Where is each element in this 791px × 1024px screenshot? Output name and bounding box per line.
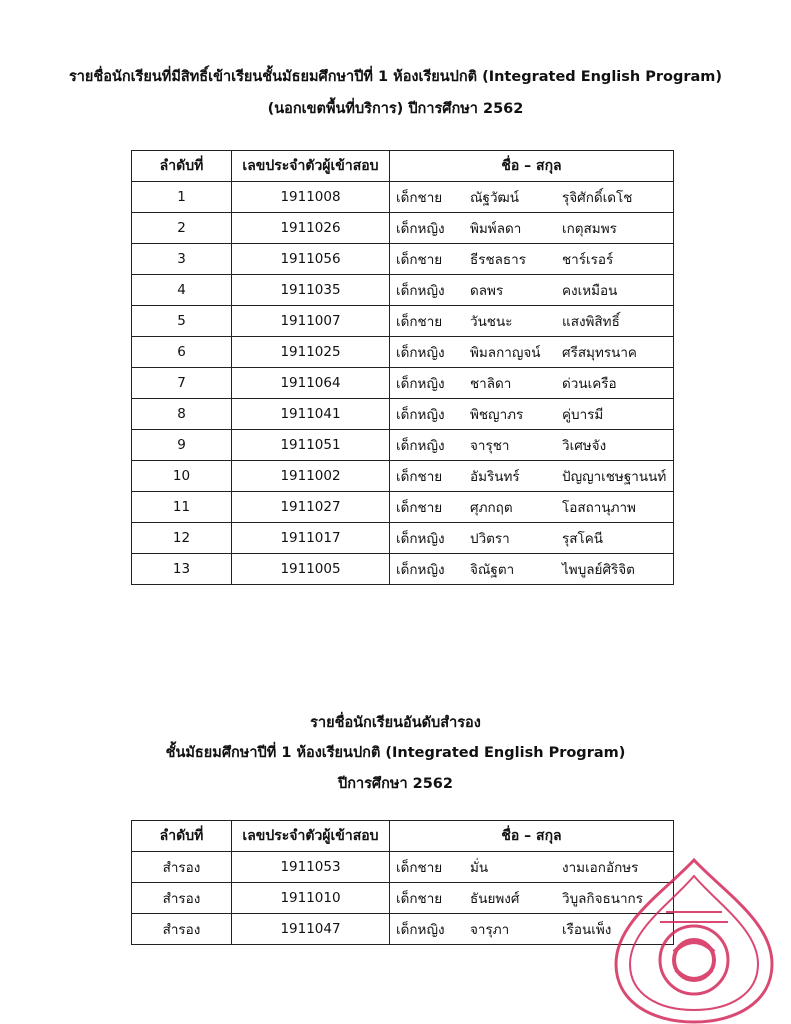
row-first-name: วันชนะ xyxy=(470,314,513,330)
row-full-name xyxy=(390,213,674,244)
row-number: 7 xyxy=(132,368,232,399)
header-id: เลขประจำตัวผู้เข้าสอบ xyxy=(232,151,390,182)
row-last-name: รุสโคนี xyxy=(562,531,604,547)
row-last-name: คู่บารมี xyxy=(562,407,604,423)
row-last-name: วิเศษจัง xyxy=(562,438,607,454)
row-title: เด็กหญิง xyxy=(396,283,445,299)
row-full-name xyxy=(390,337,674,368)
table-row xyxy=(132,523,674,554)
row-last-name: เรือนเพ็ง xyxy=(562,922,612,938)
row-first-name: ธีรชลธาร xyxy=(470,252,526,268)
row-title: เด็กชาย xyxy=(396,190,443,206)
row-number: สำรอง xyxy=(132,914,232,945)
row-full-name xyxy=(390,430,674,461)
row-number: 6 xyxy=(132,337,232,368)
header-no: ลำดับที่ xyxy=(132,821,232,852)
row-first-name: จารุชา xyxy=(470,438,510,454)
main-title-line-2: (นอกเขตพื้นที่บริการ) ปีการศึกษา 2562 xyxy=(267,101,524,117)
row-title: เด็กชาย xyxy=(396,891,443,907)
row-full-name xyxy=(390,368,674,399)
row-exam-id: 1911002 xyxy=(232,461,390,492)
school-seal-stamp-icon xyxy=(604,852,784,1024)
row-last-name: โอสถานุภาพ xyxy=(562,500,636,516)
row-last-name: วิบูลกิจธนากร xyxy=(562,891,643,907)
row-number: 13 xyxy=(132,554,232,585)
reserve-title-line-2: ชั้นมัธยมศึกษาปีที่ 1 ห้องเรียนปกติ (Integrated English Program) xyxy=(165,745,626,761)
row-first-name: พิมลกาญจน์ xyxy=(470,345,541,361)
row-first-name: จิณัฐตา xyxy=(470,562,515,578)
row-title: เด็กหญิง xyxy=(396,438,445,454)
row-first-name: ณัฐวัฒน์ xyxy=(470,190,519,206)
row-full-name xyxy=(390,399,674,430)
row-first-name: จารุภา xyxy=(470,922,510,938)
row-number: 8 xyxy=(132,399,232,430)
row-title: เด็กชาย xyxy=(396,314,443,330)
row-last-name: ไพบูลย์ศิริจิต xyxy=(562,562,635,578)
row-exam-id: 1911041 xyxy=(232,399,390,430)
row-full-name xyxy=(390,492,674,523)
table-row xyxy=(132,368,674,399)
row-number: 12 xyxy=(132,523,232,554)
row-first-name: ชาลิดา xyxy=(470,376,512,392)
table-row xyxy=(132,883,674,914)
row-last-name: เกตุสมพร xyxy=(562,221,617,237)
table-row xyxy=(132,852,674,883)
row-exam-id: 1911047 xyxy=(232,914,390,945)
row-exam-id: 1911053 xyxy=(232,852,390,883)
row-number: สำรอง xyxy=(132,883,232,914)
row-title: เด็กชาย xyxy=(396,252,443,268)
row-exam-id: 1911056 xyxy=(232,244,390,275)
row-first-name: อัมรินทร์ xyxy=(470,469,520,485)
table-row xyxy=(132,554,674,585)
table-row xyxy=(132,461,674,492)
header-id: เลขประจำตัวผู้เข้าสอบ xyxy=(232,821,390,852)
row-title: เด็กหญิง xyxy=(396,376,445,392)
row-number: 10 xyxy=(132,461,232,492)
row-full-name xyxy=(390,275,674,306)
row-first-name: พิชญาภร xyxy=(470,407,524,423)
row-exam-id: 1911027 xyxy=(232,492,390,523)
table-row xyxy=(132,306,674,337)
row-full-name xyxy=(390,461,674,492)
header-name: ชื่อ – สกุล xyxy=(390,151,674,182)
reserve-title-line-3: ปีการศึกษา 2562 xyxy=(337,776,453,792)
row-last-name: แสงพิสิทธิ์ xyxy=(562,314,620,330)
row-number: 3 xyxy=(132,244,232,275)
row-title: เด็กหญิง xyxy=(396,345,445,361)
row-number: 4 xyxy=(132,275,232,306)
row-last-name: งามเอกอักษร xyxy=(562,860,639,876)
row-title: เด็กชาย xyxy=(396,860,443,876)
row-first-name: ธันยพงศ์ xyxy=(470,891,520,907)
row-last-name: ด่วนเครือ xyxy=(562,376,617,392)
row-full-name xyxy=(390,554,674,585)
table-row xyxy=(132,492,674,523)
row-first-name: มั่น xyxy=(470,860,489,876)
row-last-name: ชาร์เรอร์ xyxy=(562,252,614,268)
row-last-name: ปัญญาเชษฐานนท์ xyxy=(562,469,667,485)
row-last-name: ศรีสมุทรนาค xyxy=(562,345,637,361)
table-row xyxy=(132,182,674,213)
table-row xyxy=(132,399,674,430)
row-first-name: ปวิตรา xyxy=(470,531,510,547)
row-title: เด็กหญิง xyxy=(396,221,445,237)
row-exam-id: 1911035 xyxy=(232,275,390,306)
table-row xyxy=(132,244,674,275)
table-row xyxy=(132,337,674,368)
header-no: ลำดับที่ xyxy=(132,151,232,182)
row-full-name xyxy=(390,306,674,337)
row-first-name: ดลพร xyxy=(470,283,504,299)
row-exam-id: 1911051 xyxy=(232,430,390,461)
row-exam-id: 1911005 xyxy=(232,554,390,585)
row-exam-id: 1911064 xyxy=(232,368,390,399)
row-number: 1 xyxy=(132,182,232,213)
row-exam-id: 1911008 xyxy=(232,182,390,213)
row-number: 5 xyxy=(132,306,232,337)
row-full-name xyxy=(390,182,674,213)
table-header-row xyxy=(132,151,674,182)
row-first-name: ศุภกฤต xyxy=(470,500,513,516)
main-student-table xyxy=(131,150,674,585)
row-number: 11 xyxy=(132,492,232,523)
row-number: 9 xyxy=(132,430,232,461)
main-title-line-1: รายชื่อนักเรียนที่มีสิทธิ์เข้าเรียนชั้นมัธยมศึกษาปีที่ 1 ห้องเรียนปกติ (Integrated English Program) xyxy=(68,69,723,85)
row-full-name xyxy=(390,244,674,275)
row-last-name: คงเหมือน xyxy=(562,283,618,299)
table-row xyxy=(132,275,674,306)
row-exam-id: 1911010 xyxy=(232,883,390,914)
row-title: เด็กชาย xyxy=(396,500,443,516)
row-exam-id: 1911026 xyxy=(232,213,390,244)
row-title: เด็กหญิง xyxy=(396,922,445,938)
row-exam-id: 1911017 xyxy=(232,523,390,554)
table-header-row xyxy=(132,821,674,852)
table-row xyxy=(132,213,674,244)
row-first-name: พิมพ์ลดา xyxy=(470,221,522,237)
table-row xyxy=(132,914,674,945)
header-name: ชื่อ – สกุล xyxy=(390,821,674,852)
table-row xyxy=(132,430,674,461)
row-last-name: รุจิศักดิ์เดโช xyxy=(562,190,633,206)
row-title: เด็กหญิง xyxy=(396,407,445,423)
row-full-name xyxy=(390,523,674,554)
row-title: เด็กชาย xyxy=(396,469,443,485)
reserve-title-line-1: รายชื่อนักเรียนอันดับสำรอง xyxy=(310,715,481,731)
row-exam-id: 1911025 xyxy=(232,337,390,368)
reserve-student-table xyxy=(131,820,674,945)
row-title: เด็กหญิง xyxy=(396,531,445,547)
row-number: 2 xyxy=(132,213,232,244)
row-number: สำรอง xyxy=(132,852,232,883)
row-exam-id: 1911007 xyxy=(232,306,390,337)
row-title: เด็กหญิง xyxy=(396,562,445,578)
